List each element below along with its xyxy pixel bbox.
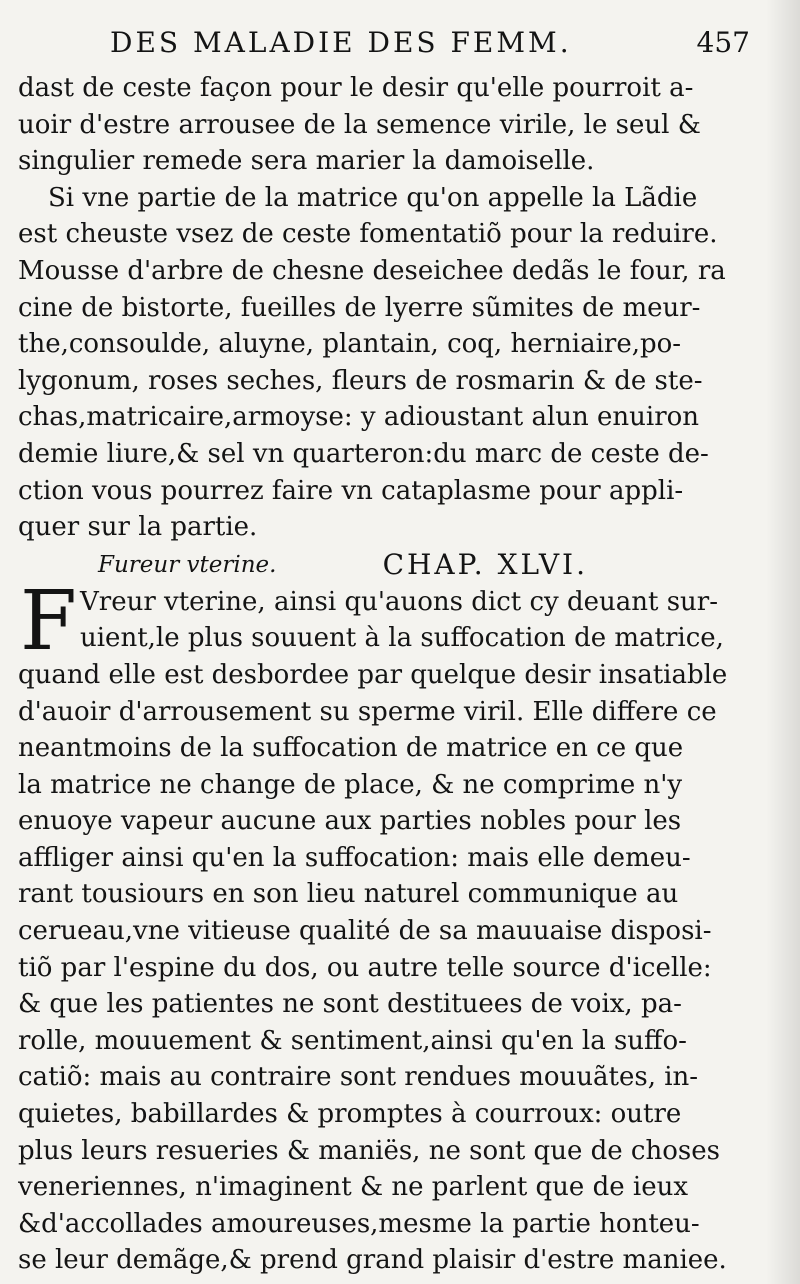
text-line: Vreur vterine, ainsi qu'auons dict cy deuant sur-: [80, 586, 719, 617]
text-line: demie liure,& sel vn quarteron:du marc de ceste de-: [18, 438, 709, 469]
text-line: &d'accollades amoureuses,mesme la partie honteu-: [18, 1208, 700, 1239]
text-line: ction vous pourrez faire vn cataplasme pour appli-: [18, 475, 684, 506]
text-line: d'auoir d'arrousement su sperme viril. Elle differe ce: [18, 696, 717, 727]
text-line: quand elle est desbordee par quelque desir insatiable: [18, 659, 728, 690]
chapter-heading: [18, 546, 758, 584]
text-line: rant tousiours en son lieu naturel communique au: [18, 879, 679, 910]
text-line: the,consoulde, aluyne, plantain, coq, herniaire,po-: [18, 329, 682, 360]
text-line: uoir d'estre arrousee de la semence virile, le seul &: [18, 109, 701, 140]
chapter-paragraph: [18, 573, 758, 1279]
text-line: la matrice ne change de place, & ne comprime n'y: [18, 769, 683, 800]
text-line: singulier remede sera marier la damoiselle.: [18, 146, 595, 177]
text-line: tiõ par l'espine du dos, ou autre telle source d'icelle:: [18, 952, 712, 983]
text-line: uient,le plus souuent à la suffocation de matrice,: [80, 623, 724, 654]
gutter-shadow: [766, 0, 800, 1284]
text-line: est cheuste vsez de ceste fomentatiõ pour la reduire.: [18, 219, 718, 250]
page-number: 457: [696, 26, 750, 59]
text-line: Mousse d'arbre de chesne deseichee dedãs le four, ra: [18, 255, 726, 286]
text-line: quietes, babillardes & promptes à courroux: outre: [18, 1099, 682, 1130]
text-line: quer sur la partie.: [18, 512, 258, 543]
text-line: cerueau,vne vitieuse qualité de sa mauuaise disposi-: [18, 916, 712, 947]
body-text: [18, 70, 758, 1279]
text-line: se leur demãge,& prend grand plaisir d'estre maniee.: [18, 1245, 727, 1276]
text-line: catiõ: mais au contraire sont rendues mouuãtes, in-: [18, 1062, 699, 1093]
chapter-label: CHAP. XLVI.: [382, 547, 588, 581]
text-line: lygonum, roses seches, fleurs de rosmarin & de ste-: [18, 365, 703, 396]
text-line: rolle, mouuement & sentiment,ainsi qu'en la suffo-: [18, 1025, 687, 1056]
text-line: plus leurs resueries & maniës, ne sont que de choses: [18, 1135, 720, 1166]
text-line: veneriennes, n'imaginent & ne parlent que de ieux: [18, 1172, 688, 1203]
text-line: affliger ainsi qu'en la suffocation: mais elle demeu-: [18, 842, 691, 873]
text-line: cine de bistorte, fueilles de lyerre sũmites de meur-: [18, 292, 701, 323]
text-line: Si vne partie de la matrice qu'on appelle la Lãdie: [48, 182, 698, 213]
text-line: dast de ceste façon pour le desir qu'elle pourroit a-: [18, 73, 694, 103]
text-line: neantmoins de la suffocation de matrice en ce que: [18, 733, 684, 764]
text-line: chas,matricaire,armoyse: y adioustant alun enuiron: [18, 402, 700, 433]
text-line: enuoye vapeur aucune aux parties nobles pour les: [18, 806, 682, 837]
drop-cap: F: [20, 573, 77, 669]
running-title: DES MALADIE DES FEMM.: [110, 26, 572, 59]
text-line: & que les patientes ne sont destituees de voix, pa-: [18, 989, 682, 1020]
marginal-note: Fureur vterine.: [98, 551, 277, 578]
